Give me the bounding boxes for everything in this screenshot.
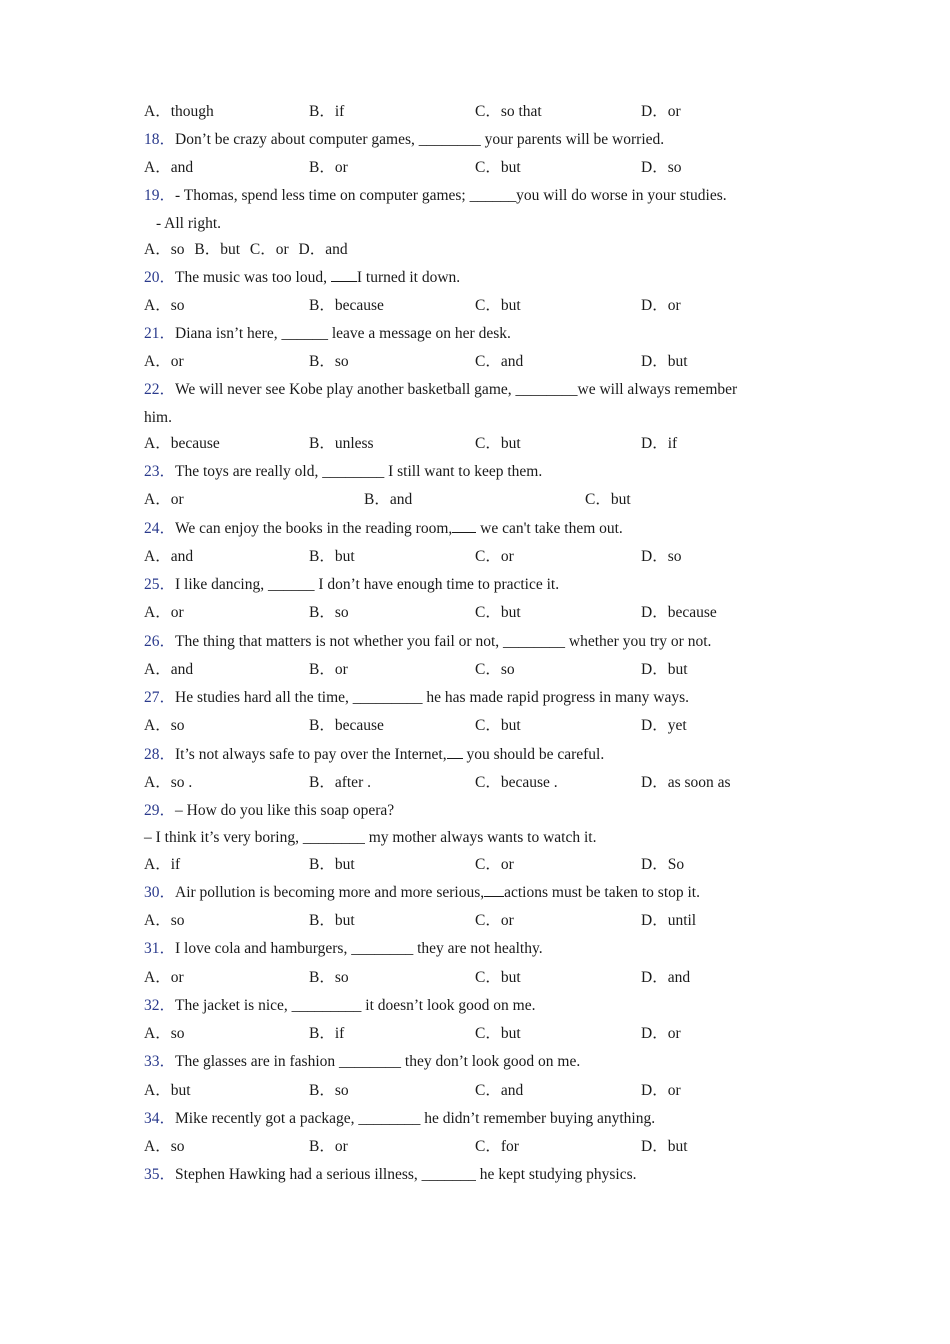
question-22 — [144, 380, 737, 400]
option-a[interactable]: A．so — [144, 717, 185, 734]
question-18 — [144, 130, 664, 150]
question-text-end: actions must be taken to stop it. — [504, 884, 700, 901]
question-number: 29． — [144, 802, 176, 819]
question-35 — [144, 1165, 637, 1185]
question-number: 19． — [144, 187, 176, 204]
option-b[interactable]: B．and — [364, 491, 413, 508]
question-text: The music was too loud, — [175, 269, 331, 286]
option-a[interactable]: A．because — [144, 435, 220, 452]
question-number: 22． — [144, 381, 176, 398]
option-d[interactable]: D．but — [641, 661, 688, 678]
question-24 — [144, 519, 623, 539]
option-a[interactable]: A．and — [144, 159, 194, 176]
question-number: 23． — [144, 463, 176, 480]
question-30 — [144, 883, 700, 903]
question-text: It’s not always safe to pay over the Internet, — [175, 746, 447, 763]
question-19 — [144, 186, 727, 206]
question-number: 26． — [144, 633, 176, 650]
question-text: I love cola and hamburgers, ________ they are not healthy. — [175, 940, 543, 957]
option-a[interactable]: A．if — [144, 856, 181, 873]
option-c[interactable]: C．and — [475, 353, 524, 370]
option-c[interactable]: C．or — [475, 548, 514, 565]
option-b[interactable]: B．after . — [309, 774, 371, 791]
answer-blank[interactable] — [447, 746, 463, 759]
question-number: 28． — [144, 746, 176, 763]
option-a[interactable]: A．or — [144, 491, 184, 508]
question-34 — [144, 1109, 655, 1129]
question-32 — [144, 996, 535, 1016]
answer-blank[interactable] — [484, 884, 504, 897]
option-b[interactable]: B．but — [309, 912, 355, 929]
option-c[interactable]: C．but — [475, 435, 521, 452]
option-c[interactable]: C．or — [475, 856, 514, 873]
option-b[interactable]: B．because — [309, 717, 384, 734]
question-number: 35． — [144, 1166, 176, 1183]
option-c[interactable]: C．but — [475, 297, 521, 314]
question-text: Diana isn’t here, ______ leave a message on her desk. — [175, 325, 511, 342]
option-c[interactable]: C．so that — [475, 103, 542, 120]
options-q19-inline — [144, 240, 354, 260]
option-c[interactable]: C．but — [475, 159, 521, 176]
option-b[interactable]: B．but — [309, 856, 355, 873]
option-d[interactable]: D．or — [641, 1082, 681, 1099]
option-d[interactable]: D．because — [641, 604, 717, 621]
option-a[interactable]: A．so — [144, 241, 185, 258]
option-a[interactable]: A．so — [144, 1138, 185, 1155]
option-c[interactable]: C．but — [475, 969, 521, 986]
question-33 — [144, 1052, 580, 1072]
option-b[interactable]: B．but — [194, 241, 241, 258]
question-number: 33． — [144, 1053, 176, 1070]
question-number: 24． — [144, 520, 176, 537]
question-text: I like dancing, ______ I don’t have enough time to practice it. — [175, 576, 560, 593]
option-b[interactable]: B．so — [309, 604, 349, 621]
option-b[interactable]: B．or — [309, 159, 348, 176]
option-b[interactable]: B．unless — [309, 435, 374, 452]
question-text: The toys are really old, ________ I still want to keep them. — [175, 463, 543, 480]
question-number: 30． — [144, 884, 176, 901]
option-a[interactable]: A．so — [144, 912, 185, 929]
option-b[interactable]: B．if — [309, 1025, 345, 1042]
option-d[interactable]: D．or — [641, 1025, 681, 1042]
question-number: 31． — [144, 940, 176, 957]
question-number: 32． — [144, 997, 176, 1014]
question-text: Air pollution is becoming more and more serious, — [175, 884, 485, 901]
option-b[interactable]: B．if — [309, 103, 345, 120]
question-21 — [144, 324, 511, 344]
question-number: 20． — [144, 269, 176, 286]
question-26 — [144, 632, 711, 652]
option-a[interactable]: A．or — [144, 604, 184, 621]
question-text: The glasses are in fashion ________ they don’t look good on me. — [175, 1053, 581, 1070]
question-text-end: we can't take them out. — [476, 520, 623, 537]
option-d[interactable]: D．so — [641, 548, 682, 565]
question-28 — [144, 745, 604, 765]
question-number: 27． — [144, 689, 176, 706]
option-d[interactable]: D．yet — [641, 717, 687, 734]
question-text-end: I turned it down. — [356, 269, 461, 286]
question-number: 18． — [144, 131, 176, 148]
question-number: 25． — [144, 576, 176, 593]
option-d[interactable]: D．or — [641, 103, 681, 120]
option-c[interactable]: C．or — [475, 912, 514, 929]
option-a[interactable]: A．so — [144, 297, 185, 314]
option-d[interactable]: D．so — [641, 159, 682, 176]
question-29 — [144, 801, 394, 821]
option-d[interactable]: D．or — [641, 297, 681, 314]
question-25 — [144, 575, 559, 595]
option-c[interactable]: C．and — [475, 1082, 524, 1099]
option-b[interactable]: B．so — [309, 969, 349, 986]
option-c[interactable]: C．but — [475, 717, 521, 734]
question-text: We can enjoy the books in the reading room, — [175, 520, 453, 537]
option-c[interactable]: C．or — [249, 241, 289, 258]
option-b[interactable]: B．because — [309, 297, 384, 314]
question-number: 34． — [144, 1110, 176, 1127]
option-d[interactable]: D．So — [641, 856, 685, 873]
question-20 — [144, 268, 460, 288]
answer-blank[interactable] — [452, 520, 476, 533]
option-b[interactable]: B．so — [309, 1082, 349, 1099]
option-b[interactable]: B．but — [309, 548, 355, 565]
option-a[interactable]: A．so . — [144, 774, 193, 791]
option-d[interactable]: D．but — [641, 1138, 688, 1155]
dialogue-reply: - All right. — [156, 215, 222, 232]
dialogue-reply: – I think it’s very boring, ________ my mother always wants to watch it. — [144, 829, 597, 846]
option-c[interactable]: C．for — [475, 1138, 519, 1155]
option-d[interactable]: D．if — [641, 435, 678, 452]
option-c[interactable]: C．but — [585, 491, 631, 508]
question-31 — [144, 939, 543, 959]
option-d[interactable]: D．and — [298, 241, 348, 258]
option-a[interactable]: A．or — [144, 969, 184, 986]
question-27 — [144, 688, 689, 708]
question-text: Stephen Hawking had a serious illness, _______ he kept studying physics. — [175, 1166, 637, 1183]
question-text: We will never see Kobe play another basketball game, ________we will always remember — [175, 381, 738, 398]
option-c[interactable]: C．because . — [475, 774, 558, 791]
option-c[interactable]: C．but — [475, 604, 521, 621]
option-a[interactable]: A．or — [144, 353, 184, 370]
option-a[interactable]: A．so — [144, 1025, 185, 1042]
option-d[interactable]: D．until — [641, 912, 697, 929]
question-text-continued: him. — [144, 409, 172, 426]
option-a[interactable]: A．though — [144, 103, 214, 120]
question-text: – How do you like this soap opera? — [175, 802, 395, 819]
option-b[interactable]: B．or — [309, 1138, 348, 1155]
question-text: The jacket is nice, _________ it doesn’t look good on me. — [175, 997, 536, 1014]
question-text: Don’t be crazy about computer games, ________ your parents will be worried. — [175, 131, 665, 148]
question-text: The thing that matters is not whether you fail or not, ________ whether you try or not. — [175, 633, 712, 650]
option-b[interactable]: B．or — [309, 661, 348, 678]
option-d[interactable]: D．but — [641, 353, 688, 370]
question-text-end: you should be careful. — [462, 746, 605, 763]
option-b[interactable]: B．so — [309, 353, 349, 370]
option-a[interactable]: A．but — [144, 1082, 191, 1099]
option-d[interactable]: D．and — [641, 969, 691, 986]
option-d[interactable]: D．as soon as — [641, 774, 731, 791]
option-a[interactable]: A．and — [144, 548, 194, 565]
question-23 — [144, 462, 542, 482]
question-text: He studies hard all the time, _________ he has made rapid progress in many ways. — [175, 689, 689, 706]
option-a[interactable]: A．and — [144, 661, 194, 678]
question-number: 21． — [144, 325, 176, 342]
question-text: - Thomas, spend less time on computer games; ______you will do worse in your studies. — [175, 187, 727, 204]
option-c[interactable]: C．so — [475, 661, 515, 678]
answer-blank[interactable] — [331, 269, 357, 282]
question-text: Mike recently got a package, ________ he didn’t remember buying anything. — [175, 1110, 656, 1127]
option-c[interactable]: C．but — [475, 1025, 521, 1042]
